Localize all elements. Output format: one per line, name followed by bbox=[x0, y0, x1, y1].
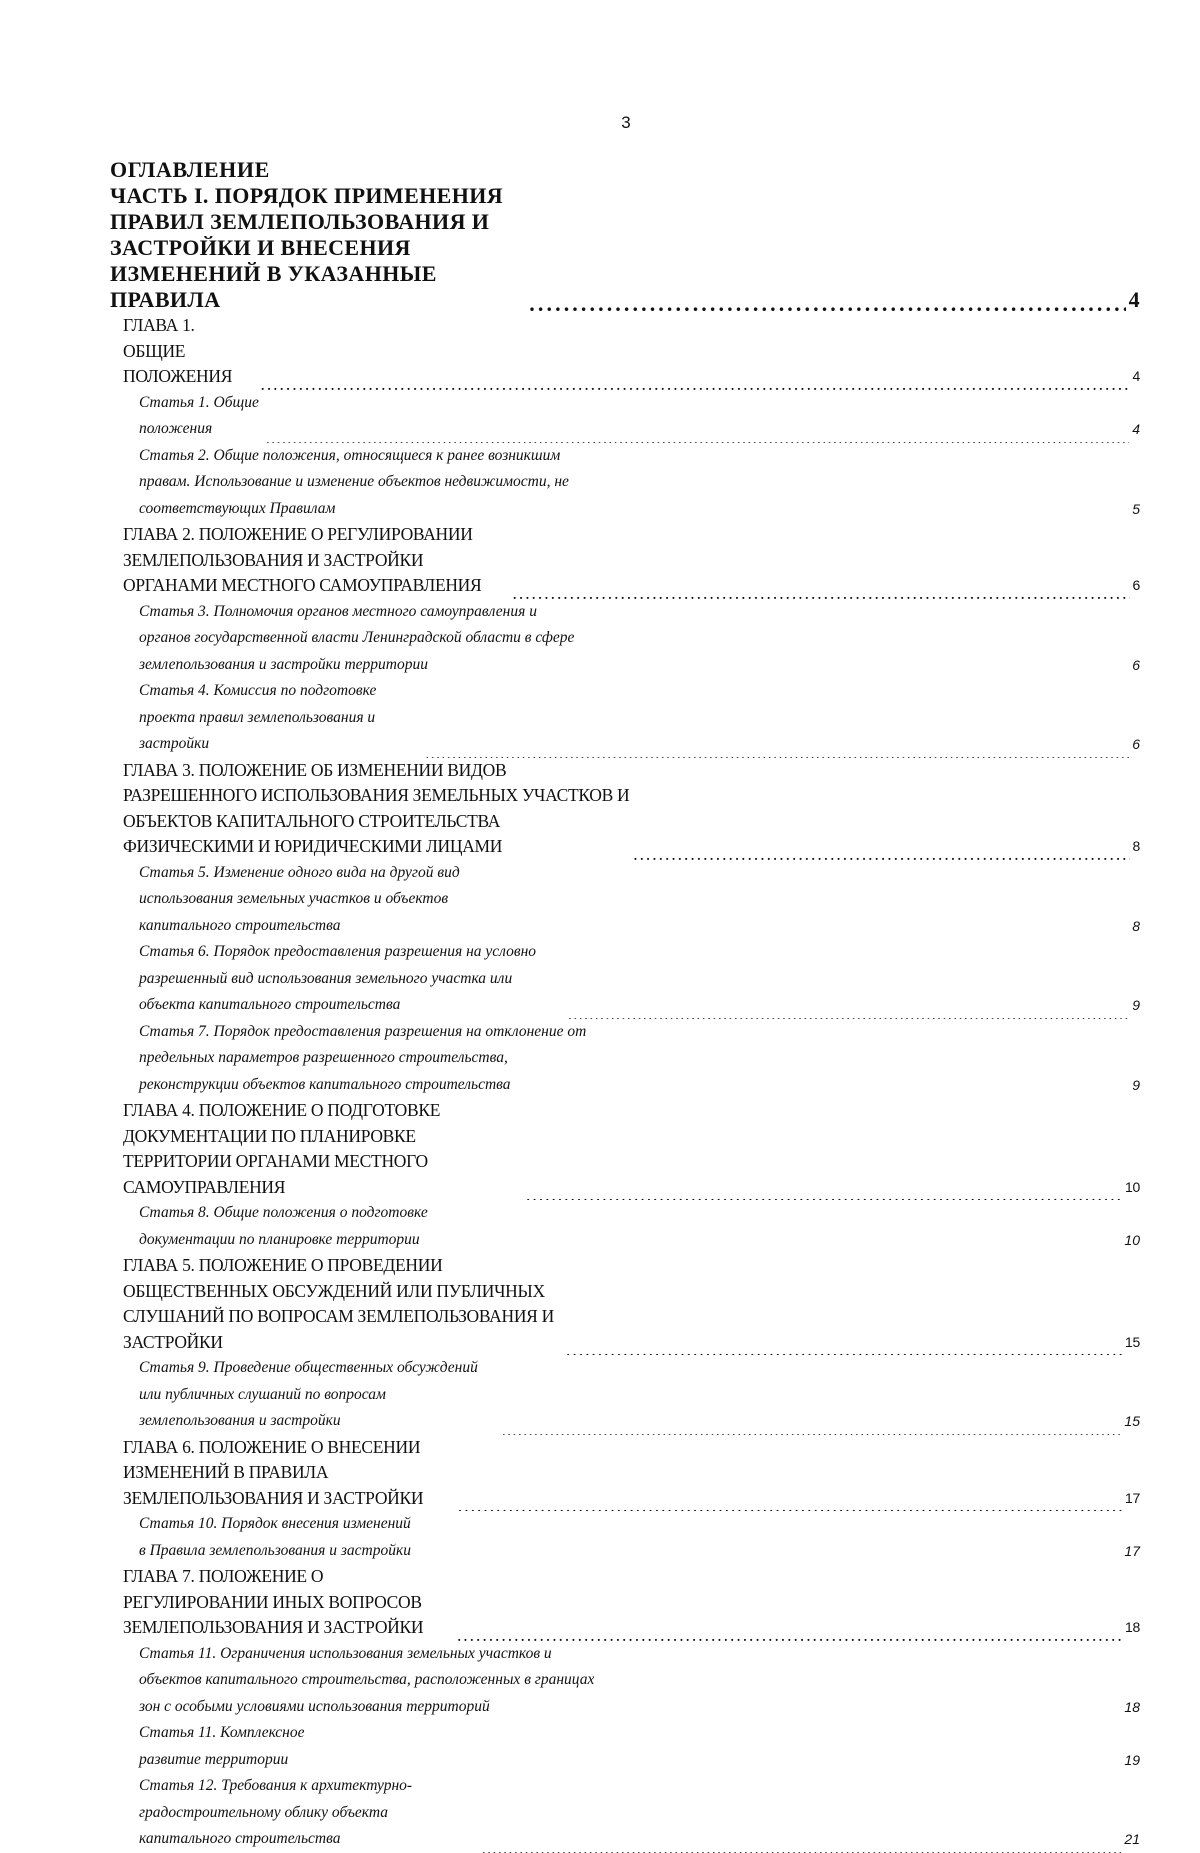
toc-entry-article[interactable] bbox=[110, 1720, 1140, 1773]
toc-entry-title: Статья 7. Порядок предоставления разрешения на отклонение от предельных параметров разрешенного строительства, реконструкции объектов капитального строительства bbox=[139, 1022, 587, 1093]
toc-entry-title: Статья 4. Комиссия по подготовке проекта правил землепользования и застройки bbox=[139, 682, 377, 752]
dot-leader bbox=[260, 372, 1129, 390]
toc-entry-chapter[interactable] bbox=[110, 522, 1140, 599]
toc-entry-chapter[interactable] bbox=[110, 313, 1140, 390]
dot-leader bbox=[589, 663, 1129, 679]
toc-entry-article[interactable] bbox=[110, 599, 1140, 679]
toc-entry-chapter[interactable] bbox=[110, 1435, 1140, 1512]
toc-entry-page-number: 10 bbox=[1124, 1231, 1140, 1248]
toc-entry-title: Статья 11. Ограничения использования земельных участков и объектов капитального строительства, расположенных в границах зон с особыми условиями использования территорий bbox=[139, 1644, 595, 1715]
dot-leader bbox=[327, 1758, 1121, 1774]
dot-leader bbox=[568, 1003, 1129, 1019]
toc-entry-page-number: 4 bbox=[1128, 287, 1140, 312]
dot-leader bbox=[572, 507, 1129, 523]
toc-entry-title: Статья 1. Общие положения bbox=[139, 393, 259, 437]
toc-entry-title: Статья 10. Порядок внесения изменений в Правила землепользования и застройки bbox=[139, 1515, 411, 1559]
toc-entry-article[interactable] bbox=[110, 443, 1140, 523]
dot-leader bbox=[457, 1623, 1122, 1641]
toc-entry-article[interactable] bbox=[110, 939, 1140, 1019]
dot-leader bbox=[502, 1419, 1121, 1435]
toc-entry-page-number: 8 bbox=[1132, 838, 1140, 854]
toc-entry-title: ГЛАВА 5. ПОЛОЖЕНИЕ О ПРОВЕДЕНИИ ОБЩЕСТВЕННЫХ ОБСУЖДЕНИЙ ИЛИ ПУБЛИЧНЫХ СЛУШАНИЙ ПО ВОПРОСАМ ЗЕМЛЕПОЛЬЗОВАНИЯ И ЗАСТРОЙКИ bbox=[123, 1255, 554, 1352]
toc-entry-article[interactable] bbox=[110, 1355, 1140, 1435]
toc-entry-page-number: 10 bbox=[1125, 1178, 1140, 1195]
toc-entry-chapter[interactable] bbox=[110, 1253, 1140, 1355]
toc-entry-page-number: 17 bbox=[1124, 1542, 1140, 1559]
toc-entry-part[interactable] bbox=[110, 183, 1140, 313]
toc-entry-page-number: 21 bbox=[1124, 1831, 1140, 1847]
toc-entry-page-number: 8 bbox=[1132, 917, 1140, 934]
toc-entry-page-number: 19 bbox=[1124, 1751, 1140, 1768]
toc-entry-article[interactable] bbox=[110, 860, 1140, 940]
toc-entry-title: Статья 12. Требования к архитектурно-градостроительному облику объекта капитального строительства bbox=[139, 1777, 413, 1847]
toc-entry-page-number: 18 bbox=[1125, 1619, 1140, 1635]
dot-leader bbox=[426, 742, 1129, 758]
toc-entry-chapter[interactable] bbox=[110, 758, 1140, 860]
toc-entry-article[interactable] bbox=[110, 1019, 1140, 1099]
toc-entry-page-number: 6 bbox=[1132, 577, 1140, 593]
dot-leader bbox=[431, 1238, 1121, 1254]
toc-entry-article[interactable] bbox=[110, 1200, 1140, 1253]
dot-leader bbox=[517, 924, 1129, 940]
toc-entry-page-number: 6 bbox=[1132, 656, 1140, 673]
toc-entry-article[interactable] bbox=[110, 1511, 1140, 1564]
toc-entry-article[interactable] bbox=[110, 1641, 1140, 1721]
dot-leader bbox=[526, 1183, 1122, 1201]
toc-entry-chapter[interactable] bbox=[110, 1564, 1140, 1641]
toc-entry-title: ГЛАВА 2. ПОЛОЖЕНИЕ О РЕГУЛИРОВАНИИ ЗЕМЛЕПОЛЬЗОВАНИЯ И ЗАСТРОЙКИ ОРГАНАМИ МЕСТНОГО САМОУПРАВЛЕНИЯ bbox=[123, 524, 482, 595]
toc-entry-article[interactable] bbox=[110, 678, 1140, 758]
toc-entry-page-number: 17 bbox=[1125, 1489, 1140, 1506]
toc-entry-title: Статья 11. Комплексное развитие территории bbox=[139, 1724, 305, 1768]
dot-leader bbox=[513, 581, 1130, 599]
toc-entry-title: ГЛАВА 6. ПОЛОЖЕНИЕ О ВНЕСЕНИИ ИЗМЕНЕНИЙ В ПРАВИЛА ЗЕМЛЕПОЛЬЗОВАНИЯ И ЗАСТРОЙКИ bbox=[123, 1436, 424, 1508]
toc-entry-page-number: 6 bbox=[1132, 736, 1140, 752]
toc-entry-page-number: 15 bbox=[1124, 1413, 1140, 1429]
toc-entry-title: Статья 2. Общие положения, относящиеся к ранее возникшим правам. Использование и изменение объектов недвижимости, не соответствующих Правилам bbox=[139, 446, 569, 517]
toc-entry-article[interactable] bbox=[110, 1773, 1140, 1853]
toc-entry-article[interactable] bbox=[110, 390, 1140, 443]
toc-entry-chapter[interactable] bbox=[110, 1098, 1140, 1200]
toc-entry-title: Статья 5. Изменение одного вида на другой вид использования земельных участков и объектов капитального строительства bbox=[139, 863, 460, 934]
toc-entry-title: ГЛАВА 3. ПОЛОЖЕНИЕ ОБ ИЗМЕНЕНИИ ВИДОВ РАЗРЕШЕННОГО ИСПОЛЬЗОВАНИЯ ЗЕМЕЛЬНЫХ УЧАСТКОВ И ОБЪЕКТОВ КАПИТАЛЬНОГО СТРОИТЕЛЬСТВА ФИЗИЧЕСКИМИ И ЮРИДИЧЕСКИМИ ЛИЦАМИ bbox=[123, 759, 630, 856]
toc-entries bbox=[110, 183, 1140, 1853]
toc-entry-title: ЧАСТЬ I. ПОРЯДОК ПРИМЕНЕНИЯ ПРАВИЛ ЗЕМЛЕПОЛЬЗОВАНИЯ И ЗАСТРОЙКИ И ВНЕСЕНИЯ ИЗМЕНЕНИЙ В УКАЗАННЫЕ ПРАВИЛА bbox=[110, 183, 504, 312]
toc-entry-title: ГЛАВА 4. ПОЛОЖЕНИЕ О ПОДГОТОВКЕ ДОКУМЕНТАЦИИ ПО ПЛАНИРОВКЕ ТЕРРИТОРИИ ОРГАНАМИ МЕСТНОГО САМОУПРАВЛЕНИЯ bbox=[123, 1100, 441, 1197]
page-number: 3 bbox=[621, 113, 631, 132]
toc-entry-page-number: 4 bbox=[1132, 421, 1140, 437]
dot-leader bbox=[422, 1549, 1121, 1565]
toc-entry-title: Статья 6. Порядок предоставления разрешения на условно разрешенный вид использования земельного участка или объекта капитального строительства bbox=[139, 943, 537, 1013]
dot-leader bbox=[566, 1338, 1122, 1356]
dot-leader bbox=[605, 1705, 1121, 1721]
toc-entry-page-number: 18 bbox=[1124, 1698, 1140, 1715]
dot-leader bbox=[266, 427, 1129, 443]
toc-entry-page-number: 9 bbox=[1132, 997, 1140, 1013]
toc-entry-title: Статья 9. Проведение общественных обсуждений или публичных слушаний по вопросам землепользования и застройки bbox=[139, 1359, 478, 1429]
toc-entry-page-number: 4 bbox=[1132, 368, 1140, 384]
dot-leader bbox=[458, 1494, 1122, 1512]
dot-leader bbox=[633, 842, 1129, 860]
dot-leader bbox=[529, 291, 1125, 313]
toc-entry-page-number: 15 bbox=[1125, 1333, 1140, 1350]
toc-entry-page-number: 5 bbox=[1132, 500, 1140, 517]
dot-leader bbox=[603, 1083, 1130, 1099]
toc-entry-title: ГЛАВА 1. ОБЩИЕ ПОЛОЖЕНИЯ bbox=[123, 315, 233, 386]
toc-entry-title: Статья 3. Полномочия органов местного самоуправления и органов государственной власти Ленинградской области в сфере землепользования и застройки территории bbox=[139, 602, 575, 673]
dot-leader bbox=[482, 1837, 1121, 1853]
toc-entry-title: ГЛАВА 7. ПОЛОЖЕНИЕ О РЕГУЛИРОВАНИИ ИНЫХ ВОПРОСОВ ЗЕМЛЕПОЛЬЗОВАНИЯ И ЗАСТРОЙКИ bbox=[123, 1566, 424, 1637]
toc-entry-title: Статья 8. Общие положения о подготовке документации по планировке территории bbox=[139, 1204, 428, 1248]
toc-heading: ОГЛАВЛЕНИЕ bbox=[110, 157, 270, 182]
toc-entry-page-number: 9 bbox=[1132, 1076, 1140, 1093]
table-of-contents bbox=[110, 157, 1140, 1853]
